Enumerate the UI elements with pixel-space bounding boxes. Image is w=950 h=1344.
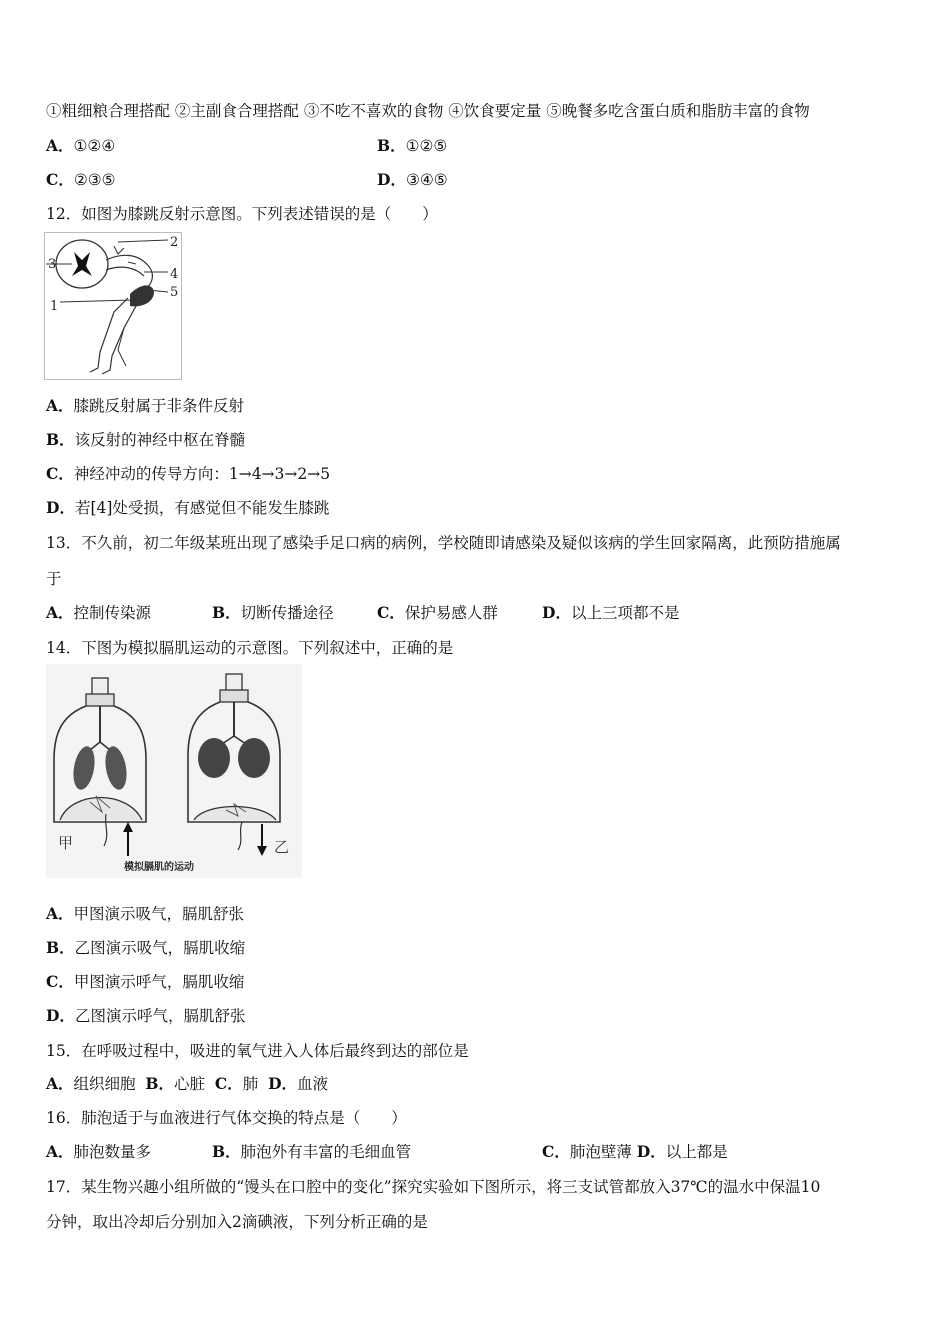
q13-option-b: B．切断传播途径 (212, 603, 334, 622)
q15-options: A．组织细胞 B．心脏 C．肺 D．血液 (46, 1074, 329, 1093)
q17-stem-line2: 分钟，取出冷却后分别加入2滴碘液，下列分析正确的是 (46, 1213, 428, 1231)
q11-items: ①粗细粮合理搭配 ②主副食合理搭配 ③不吃不喜欢的食物 ④饮食要定量 ⑤晚餐多吃含蛋白质和脂肪丰富的食物 (46, 102, 810, 120)
q11-option-a: A．①②④ (46, 136, 116, 155)
q12-option-b: B．该反射的神经中枢在脊髓 (46, 430, 246, 449)
q13-option-d: D．以上三项都不是 (542, 603, 680, 622)
q12-option-c: C．神经冲动的传导方向：1→4→3→2→5 (46, 464, 331, 483)
q14-stem: 14．下图为模拟膈肌运动的示意图。下列叙述中，正确的是 (46, 639, 454, 657)
q12-stem: 12．如图为膝跳反射示意图。下列表述错误的是（ ） (46, 205, 438, 223)
q14-option-a: A．甲图演示吸气，膈肌舒张 (46, 904, 245, 923)
q14-option-c: C．甲图演示呼气，膈肌收缩 (46, 972, 245, 991)
q16-option-b: B．肺泡外有丰富的毛细血管 (212, 1142, 412, 1161)
q13-stem-line2: 于 (46, 570, 62, 588)
q12-option-d: D．若[4]处受损，有感觉但不能发生膝跳 (46, 498, 330, 517)
figure-label-5: 5 (170, 285, 179, 300)
knee-jerk-reflex-figure (44, 232, 182, 380)
q17-stem-line1: 17．某生物兴趣小组所做的“馒头在口腔中的变化”探究实验如下图所示，将三支试管都放入37℃的温水中保温10 (46, 1178, 821, 1196)
q12-option-a: A．膝跳反射属于非条件反射 (46, 396, 245, 415)
figure-label-4: 4 (170, 267, 179, 282)
label-yi: 乙 (274, 838, 290, 856)
q14-option-d: D．乙图演示呼气，膈肌舒张 (46, 1006, 246, 1025)
q13-option-a: A．控制传染源 (46, 603, 152, 622)
q15-stem: 15．在呼吸过程中，吸进的氧气进入人体后最终到达的部位是 (46, 1042, 469, 1060)
q16-option-a: A．肺泡数量多 (46, 1142, 152, 1161)
figure-label-1: 1 (50, 299, 59, 314)
figure-label-2: 2 (170, 235, 179, 250)
figure-label-3: 3 (48, 257, 57, 272)
diaphragm-model-figure (46, 664, 302, 878)
q16-stem: 16．肺泡适于与血液进行气体交换的特点是（ ） (46, 1109, 407, 1127)
q13-stem-line1: 13．不久前，初二年级某班出现了感染手足口病的病例，学校随即请感染及疑似该病的学生回家隔离，此预防措施属 (46, 534, 841, 552)
q11-option-c: C．②③⑤ (46, 170, 116, 189)
q11-option-b: B．①②⑤ (377, 136, 448, 155)
q14-option-b: B．乙图演示吸气，膈肌收缩 (46, 938, 246, 957)
q13-option-c: C．保护易感人群 (377, 603, 498, 622)
figure-caption: 模拟膈肌的运动 (124, 862, 194, 873)
label-jia: 甲 (58, 834, 74, 852)
q16-option-cd: C．肺泡壁薄 D．以上都是 (542, 1142, 728, 1161)
q11-option-d: D．③④⑤ (377, 170, 448, 189)
